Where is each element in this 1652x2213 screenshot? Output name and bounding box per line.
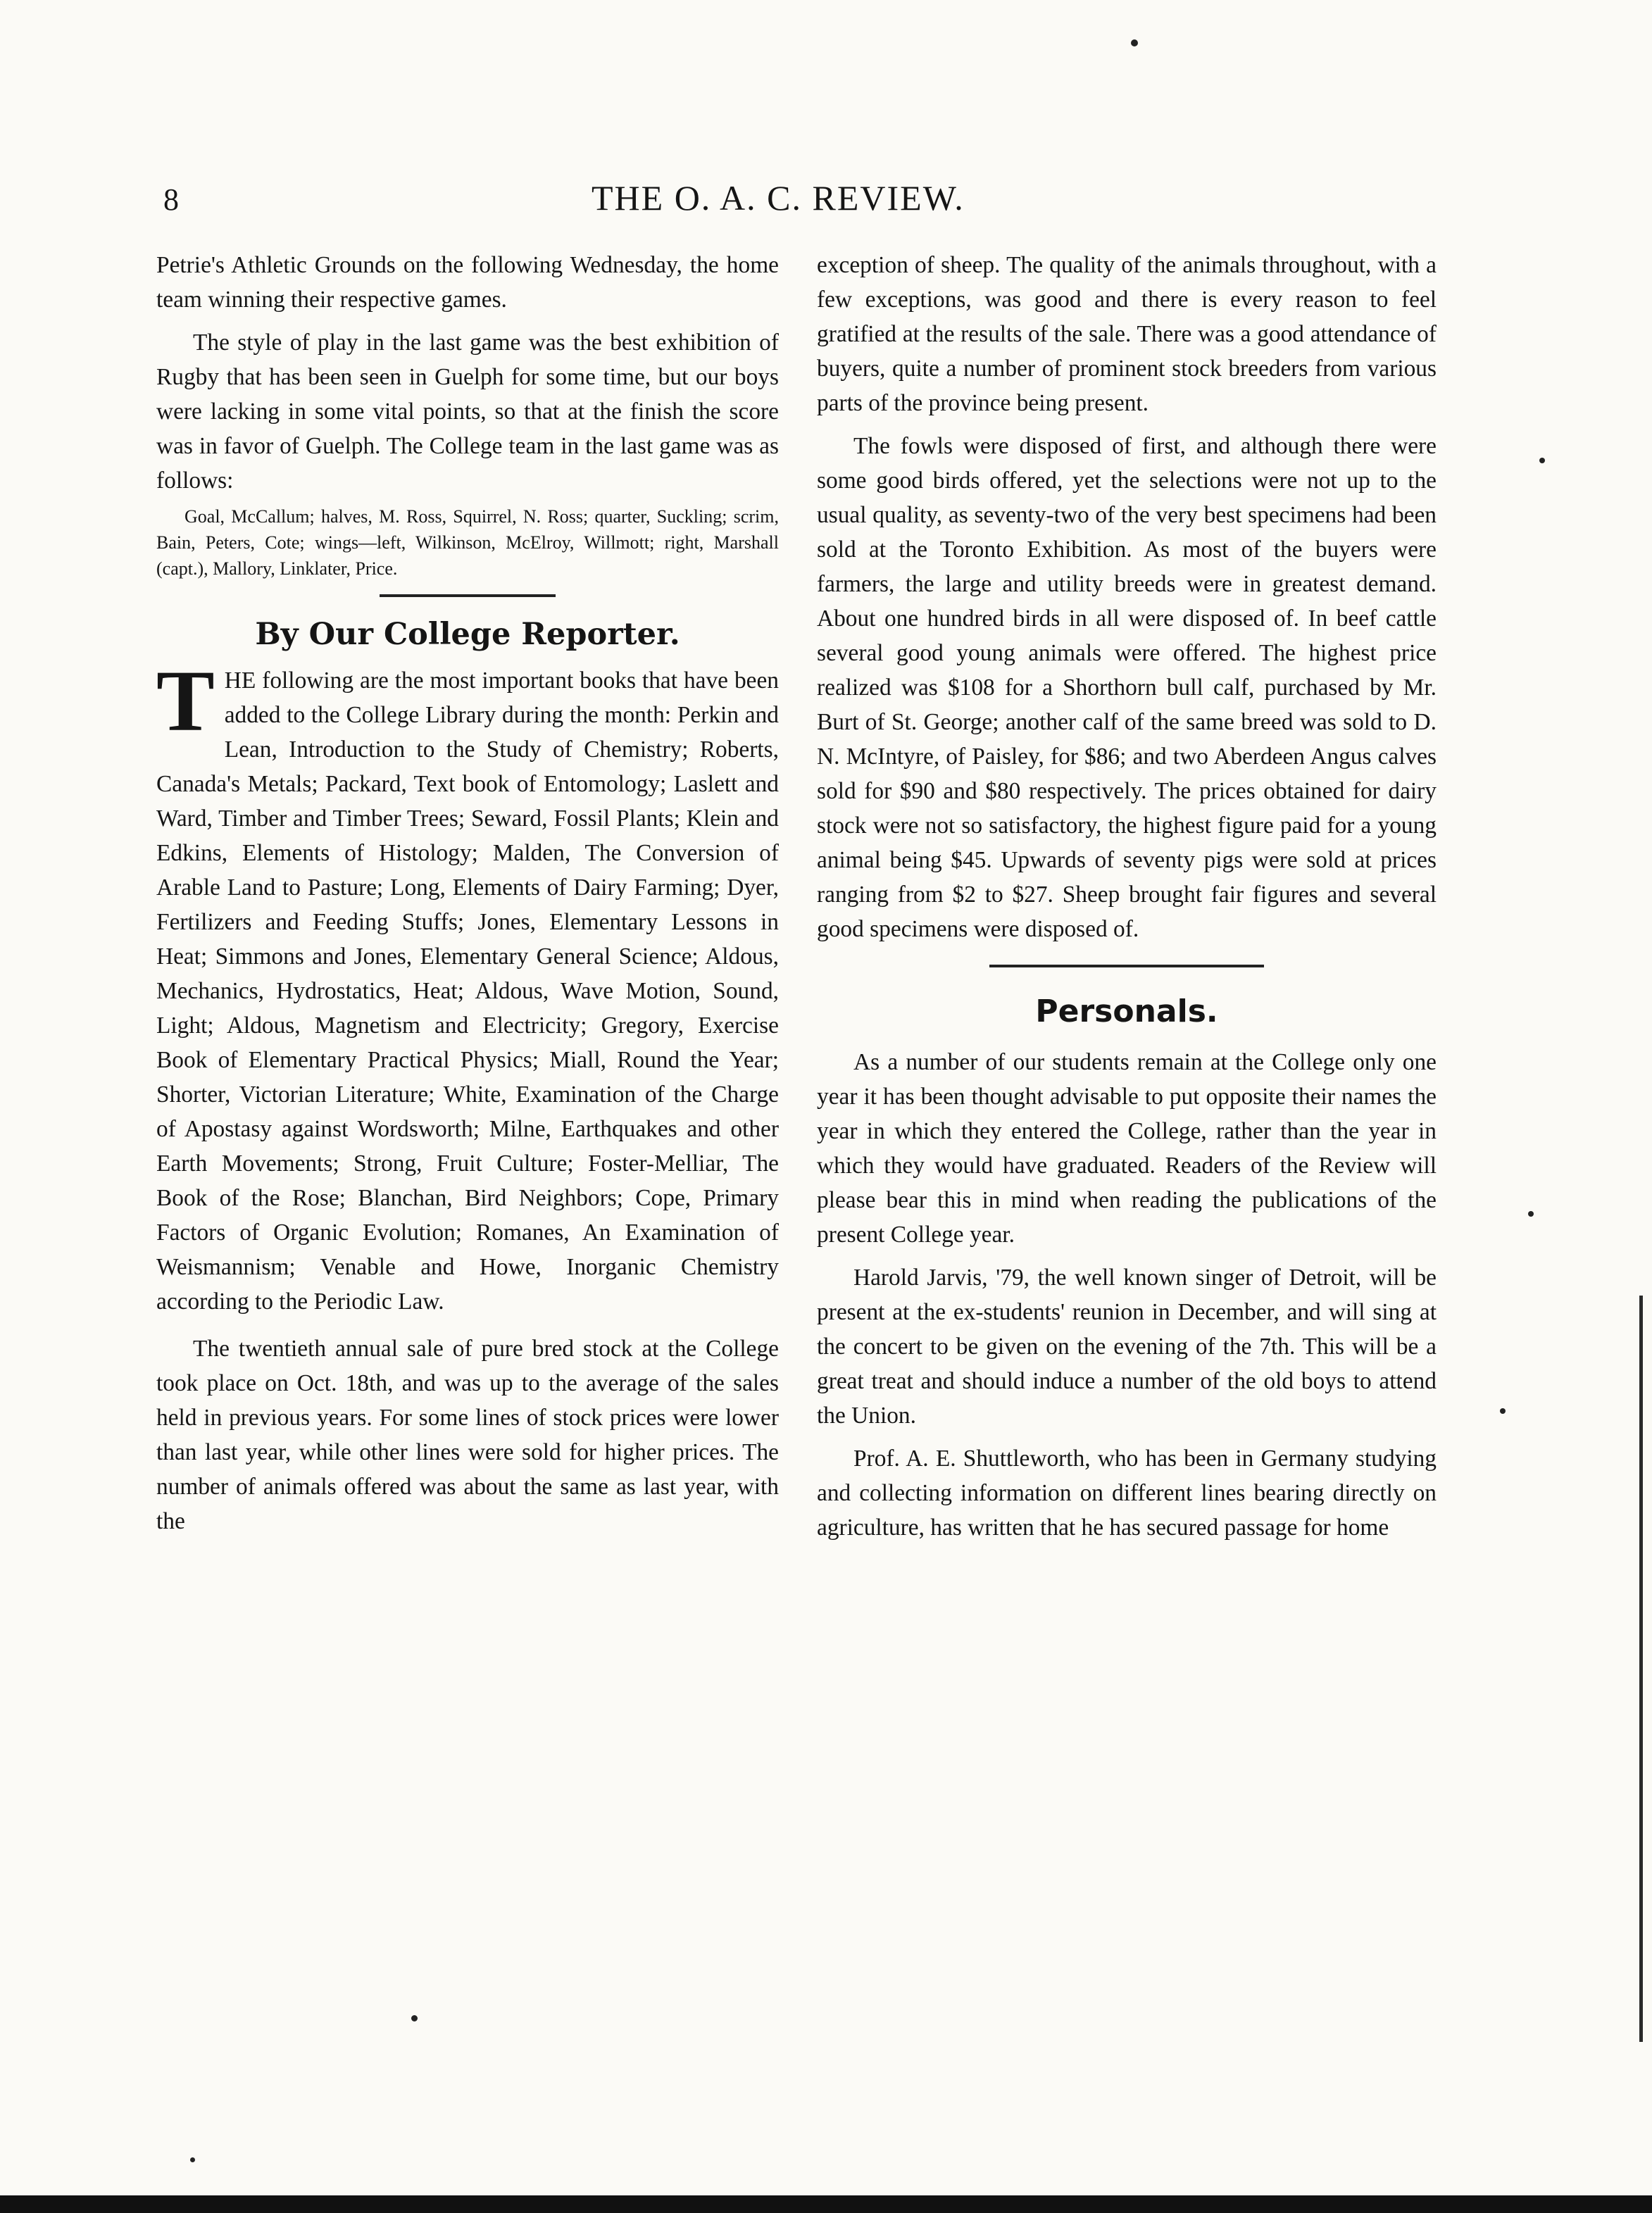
library-books-text: HE following are the most important books that have been added to the College Library during the month: Perkin and Lean, Introduction to the Study of Chemistry; Roberts, Canada's Metals; Packard, Text book of Entomology; Laslett and Ward, Timber and Timber Trees; Seward, Fossil Plants; Klein and Edkins, Elements of Histology; Malden, The Conversion of Arable Land to Pasture; Long, Elements of Dairy Farming; Dyer, Fertilizers and Feeding Stuffs; Jones, Elementary Lessons in Heat; Simmons and Jones, Elementary General Science; Aldous, Mechanics, Hydrostatics, Heat; Aldous, Wave Motion, Sound, Light; Aldous, Magnetism and Electricity; Gregory, Exercise Book of Elementary Practical Physics; Miall, Round the Year; Shorter, Victorian Literature; White, Examination of the Charge of Apostasy against Wordsworth; Milne, Earthquakes and other Earth Movements; Strong, Fruit Culture; Foster-Melliar, The Book of the Rose; Blanchan, Bird Neighbors; Cope, Primary Factors of Organic Evolution; Romanes, An Examination of Weismannism; Venable and Howe, Inorganic Chemistry according to the Periodic Law. bbox=[156, 667, 779, 1315]
team-lineup-paragraph: Goal, McCallum; halves, M. Ross, Squirrel, N. Ross; quarter, Suckling; scrim, Bain, Peters, Cote; wings—left, Wilkinson, McElroy, Willmott; right, Marshall (capt.), Mallory, Linklater, Price. bbox=[156, 506, 779, 579]
scan-speck bbox=[190, 2157, 195, 2162]
stock-sale-paragraph: The twentieth annual sale of pure bred stock at the College took place on Oct. 18th, and was up to the average of the sales held in previous years. For some lines of stock prices were lower than last year, while other lines were sold for higher prices. The number of animals offered was about the same as last year, with the bbox=[156, 1336, 779, 1534]
section-divider bbox=[380, 594, 556, 597]
scan-speck bbox=[1539, 458, 1545, 463]
scan-speck bbox=[411, 2015, 418, 2021]
scan-speck bbox=[1131, 39, 1138, 46]
rugby-style-paragraph: The style of play in the last game was the best exhibition of Rugby that has been seen in Guelph for some time, but our boys were lacking in some vital points, so that at the finish the score was in favor of Guelph. The College team in the last game was as follows: bbox=[156, 330, 779, 494]
section-divider bbox=[989, 965, 1264, 967]
scan-bottom-edge bbox=[0, 2195, 1652, 2213]
scan-speck bbox=[1500, 1408, 1506, 1414]
masthead-title: THE O. A. C. REVIEW. bbox=[592, 178, 965, 218]
rugby-continuation-paragraph: Petrie's Athletic Grounds on the following Wednesday, the home team winning their respective games. bbox=[156, 252, 779, 313]
stock-sale-continuation-paragraph: exception of sheep. The quality of the animals throughout, with a few exceptions, was good and there is every reason to feel gratified at the results of the sale. There was a good attendance of buyers, quite a number of prominent stock breeders from various parts of the province being present. bbox=[817, 252, 1437, 416]
right-column bbox=[817, 248, 1437, 1545]
page-number: 8 bbox=[163, 182, 179, 217]
left-column bbox=[156, 248, 779, 1538]
paragraph-gap bbox=[156, 1319, 779, 1331]
drop-cap-letter: T bbox=[156, 653, 215, 749]
personals-intro-paragraph: As a number of our students remain at the College only one year it has been thought advisable to put opposite their names the year in which they entered the College, rather than the year in which they would have graduated. Readers of the Review will please bear this in mind when reading the publications of the present College year. bbox=[817, 1049, 1437, 1248]
library-books-paragraph bbox=[156, 653, 779, 1319]
scan-speck bbox=[1528, 1211, 1534, 1217]
fowls-cattle-paragraph: The fowls were disposed of first, and although there were some good birds offered, yet the selections were not up to the usual quality, as seventy-two of the very best specimens had been sold at the Toronto Exhibition. As most of the buyers were farmers, the large and utility breeds were in greatest demand. About one hundred birds in all were disposed of. In beef cattle several good young animals were offered. The highest price realized was $108 for a Shorthorn bull calf, purchased by Mr. Burt of St. George; another calf of the same breed was sold to D. N. McIntyre, of Paisley, for $86; and two Aberdeen Angus calves sold for $90 and $80 respectively. The prices obtained for dairy stock were not so satisfactory, the highest figure paid for a young animal being $45. Upwards of seventy pigs were sold at prices ranging from $2 to $27. Sheep brought fair figures and several good specimens were disposed of. bbox=[817, 433, 1437, 942]
scan-edge-line bbox=[1639, 1296, 1643, 2042]
shuttleworth-paragraph: Prof. A. E. Shuttleworth, who has been in Germany studying and collecting information on different lines bearing directly on agriculture, has written that he has secured passage for home bbox=[817, 1446, 1437, 1541]
college-reporter-heading: By Our College Reporter. bbox=[255, 617, 680, 652]
jarvis-paragraph: Harold Jarvis, '79, the well known singer of Detroit, will be present at the ex-students' reunion in December, and will sing at the concert to be given on the evening of the 7th. This will be a great treat and should induce a number of the old boys to attend the Union. bbox=[817, 1265, 1437, 1429]
personals-heading: Personals. bbox=[1035, 993, 1218, 1029]
